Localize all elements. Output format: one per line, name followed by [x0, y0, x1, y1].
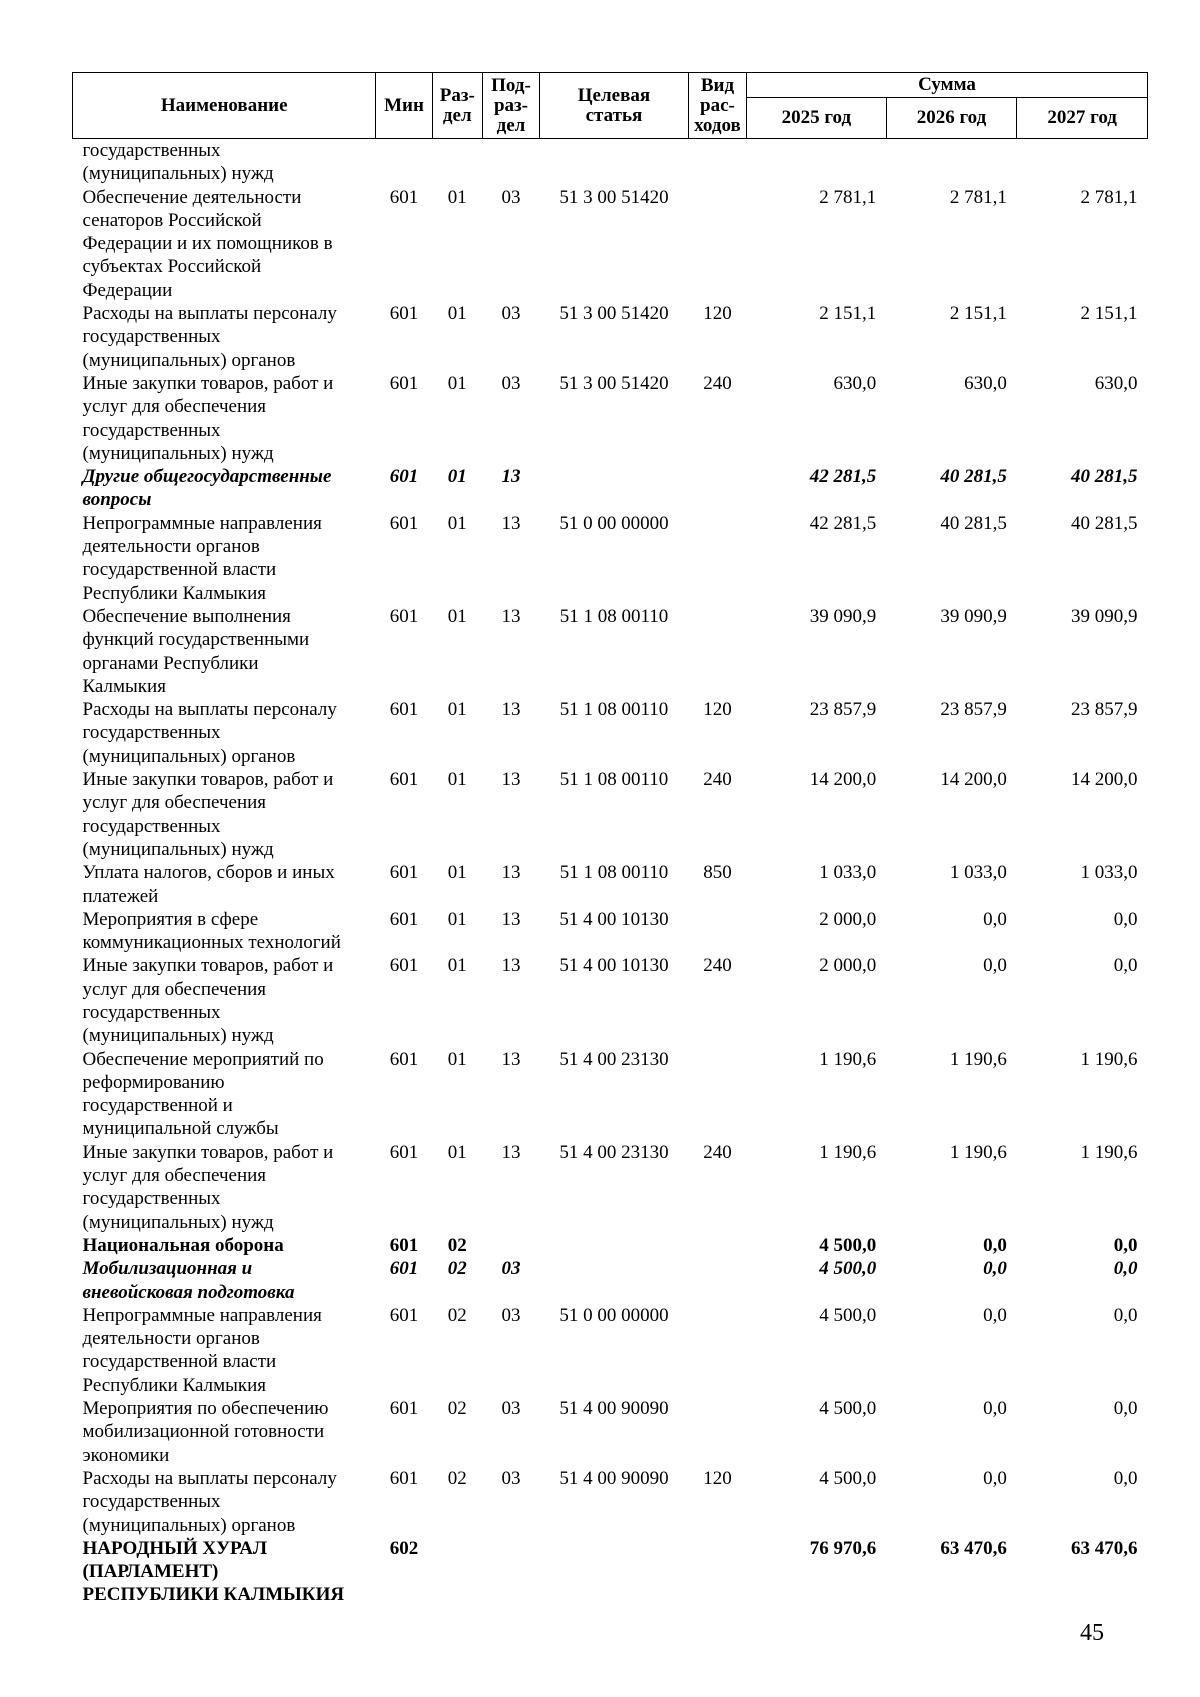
row-name: Уплата налогов, сборов и иных платежей [82, 862, 335, 907]
row-amount-2027: 0,0 [1113, 908, 1138, 930]
row-name: Иные закупки товаров, работ и услуг для обеспечения государственных (муниципальных) нужд [82, 955, 334, 1047]
header-min: Мин [376, 73, 432, 139]
row-name: Национальная оборона [82, 1234, 284, 1256]
row-amount-2027: 630,0 [1094, 372, 1138, 394]
row-amount-2026: 0,0 [983, 1258, 1007, 1280]
row-subsection: 03 [501, 303, 521, 325]
row-subsection [482, 139, 539, 186]
row-name: НАРОДНЫЙ ХУРАЛ (ПАРЛАМЕНТ) РЕСПУБЛИКИ КАЛМЫКИЯ [82, 1537, 345, 1606]
row-amount-2025: 4 500,0 [819, 1258, 877, 1280]
row-subsection [482, 1537, 539, 1607]
row-amount-2027: 0,0 [1113, 1398, 1138, 1420]
row-min: 601 [389, 1398, 419, 1420]
row-target [540, 139, 689, 186]
row-name: Расходы на выплаты персоналу государственных (муниципальных) органов [82, 1467, 337, 1536]
row-name: Иные закупки товаров, работ и услуг для обеспечения государственных (муниципальных) нужд [82, 1141, 334, 1233]
row-section: 02 [447, 1467, 467, 1489]
row-kind: 240 [703, 1141, 732, 1163]
row-name: Иные закупки товаров, работ и услуг для обеспечения государственных (муниципальных) нужд [82, 769, 334, 860]
row-amount-2027: 40 281,5 [1071, 466, 1138, 488]
row-target [540, 1234, 689, 1257]
row-amount-2025: 1 033,0 [819, 862, 877, 884]
row-amount-2026: 63 470,6 [940, 1537, 1007, 1559]
row-target: 51 0 00 00000 [559, 1304, 669, 1326]
row-name: Мобилизационная и вневойсковая подготовка [82, 1258, 295, 1303]
row-section: 01 [447, 372, 467, 394]
header-subsection: Под- раз- дел [482, 73, 539, 139]
header-2026: 2026 год [886, 98, 1017, 139]
row-subsection: 03 [501, 1304, 521, 1326]
row-name: Расходы на выплаты персоналу государственных (муниципальных) органов [82, 303, 337, 371]
row-section: 01 [447, 862, 467, 884]
row-subsection: 13 [501, 605, 521, 627]
row-kind [688, 1257, 746, 1304]
row-min: 601 [389, 955, 419, 977]
row-amount-2027: 1 033,0 [1080, 862, 1138, 884]
row-target [540, 1537, 689, 1607]
row-amount-2026 [886, 139, 1017, 186]
row-target: 51 1 08 00110 [559, 605, 669, 627]
row-amount-2027: 0,0 [1113, 1234, 1138, 1256]
row-amount-2025: 1 190,6 [819, 1141, 877, 1163]
row-kind [688, 908, 746, 955]
table-row [73, 698, 1148, 768]
row-amount-2025: 23 857,9 [809, 699, 877, 721]
row-subsection: 13 [501, 769, 521, 791]
row-subsection: 13 [501, 699, 521, 721]
row-amount-2026: 0,0 [983, 1304, 1007, 1326]
row-section: 01 [447, 699, 467, 721]
row-amount-2027: 14 200,0 [1071, 769, 1138, 791]
row-amount-2027: 40 281,5 [1071, 512, 1138, 534]
row-min: 601 [389, 1141, 419, 1163]
row-target [540, 1257, 689, 1304]
row-target: 51 1 08 00110 [559, 862, 669, 884]
row-amount-2025: 1 190,6 [819, 1048, 877, 1070]
row-amount-2026: 630,0 [964, 372, 1007, 394]
row-target: 51 4 00 23130 [559, 1141, 669, 1163]
row-amount-2026: 14 200,0 [940, 769, 1007, 791]
row-min: 601 [389, 699, 419, 721]
row-amount-2025: 76 970,6 [809, 1537, 877, 1559]
row-min [376, 139, 432, 186]
row-kind: 120 [703, 303, 732, 325]
row-amount-2026: 39 090,9 [940, 605, 1007, 627]
row-name: Расходы на выплаты персоналу государственных (муниципальных) органов [82, 699, 337, 767]
row-kind: 120 [703, 699, 732, 721]
row-amount-2026: 0,0 [983, 1234, 1007, 1256]
row-kind [688, 1048, 746, 1141]
row-amount-2026: 1 190,6 [949, 1048, 1007, 1070]
row-target: 51 3 00 51420 [559, 372, 669, 394]
table-row [73, 861, 1148, 908]
row-amount-2026: 0,0 [983, 1398, 1007, 1420]
row-section: 01 [447, 955, 467, 977]
row-name: Другие общегосударственные вопросы [82, 466, 332, 511]
row-amount-2025: 2 000,0 [819, 908, 877, 930]
row-section: 01 [447, 1141, 467, 1163]
row-min: 601 [389, 303, 419, 325]
row-amount-2027: 1 190,6 [1080, 1048, 1138, 1070]
table-row [73, 1141, 1148, 1234]
row-min: 602 [389, 1537, 419, 1559]
row-section: 02 [447, 1398, 467, 1420]
table-row [73, 372, 1148, 465]
row-amount-2027 [1017, 139, 1148, 186]
row-amount-2025: 630,0 [833, 372, 877, 394]
row-amount-2025: 4 500,0 [819, 1304, 877, 1326]
row-amount-2027: 39 090,9 [1071, 605, 1138, 627]
row-target: 51 3 00 51420 [559, 303, 669, 325]
row-amount-2025: 39 090,9 [809, 605, 877, 627]
row-kind: 240 [703, 769, 732, 791]
row-kind: 240 [703, 955, 732, 977]
row-name: Обеспечение мероприятий по реформированию государственной и муниципальной службы [82, 1048, 324, 1140]
row-kind [688, 605, 746, 698]
row-kind [688, 465, 746, 512]
row-section: 02 [447, 1304, 467, 1326]
row-target: 51 4 00 90090 [559, 1467, 669, 1489]
row-kind [688, 1397, 746, 1467]
table-row [73, 1537, 1148, 1607]
table-row [73, 512, 1148, 605]
header-name: Наименование [73, 73, 376, 139]
table-row [73, 954, 1148, 1047]
row-target: 51 3 00 51420 [559, 186, 669, 208]
row-subsection: 03 [501, 372, 521, 394]
table-row [73, 1234, 1148, 1257]
row-name: Обеспечение выполнения функций государственными органами Республики Калмыкия [82, 605, 310, 697]
row-target [540, 465, 689, 512]
row-amount-2027: 63 470,6 [1071, 1537, 1138, 1559]
row-min: 601 [389, 1304, 419, 1326]
row-subsection: 03 [501, 1467, 521, 1489]
row-section: 01 [447, 512, 467, 534]
row-subsection: 13 [501, 908, 521, 930]
row-kind: 850 [703, 862, 732, 884]
header-kind: Вид рас- ходов [688, 73, 746, 139]
row-amount-2025: 2 000,0 [819, 955, 877, 977]
row-min: 601 [389, 1467, 419, 1489]
row-target: 51 4 00 10130 [559, 908, 669, 930]
row-amount-2025: 2 781,1 [819, 186, 877, 208]
row-subsection: 13 [501, 862, 521, 884]
row-section: 02 [447, 1258, 467, 1280]
row-amount-2027: 0,0 [1113, 1467, 1138, 1489]
table-row [73, 768, 1148, 861]
table-row [73, 908, 1148, 955]
row-min: 601 [389, 908, 419, 930]
row-amount-2026: 23 857,9 [940, 699, 1007, 721]
row-amount-2026: 2 151,1 [949, 303, 1007, 325]
row-name: Обеспечение деятельности сенаторов Российской Федерации и их помощников в субъектах Российской Федерации [82, 186, 333, 301]
row-min: 601 [389, 512, 419, 534]
row-amount-2025: 42 281,5 [809, 512, 877, 534]
row-subsection [482, 1234, 539, 1257]
header-section: Раз- дел [432, 73, 482, 139]
row-amount-2026: 0,0 [983, 1467, 1007, 1489]
row-amount-2027: 0,0 [1113, 955, 1138, 977]
row-amount-2027: 0,0 [1113, 1258, 1138, 1280]
row-amount-2027: 1 190,6 [1080, 1141, 1138, 1163]
row-amount-2026: 1 190,6 [949, 1141, 1007, 1163]
row-kind [688, 139, 746, 186]
row-amount-2026: 0,0 [983, 955, 1007, 977]
table-row [73, 186, 1148, 302]
row-min: 601 [389, 769, 419, 791]
table-row [73, 1304, 1148, 1397]
row-section [432, 1537, 482, 1607]
table-row [73, 302, 1148, 372]
row-name: Мероприятия по обеспечению мобилизационной готовности экономики [82, 1398, 329, 1466]
row-kind [688, 1304, 746, 1397]
table-row [73, 465, 1148, 512]
row-amount-2025: 42 281,5 [809, 466, 877, 488]
row-kind [688, 186, 746, 302]
row-amount-2026: 40 281,5 [940, 466, 1007, 488]
header-target: Целевая статья [540, 73, 689, 139]
row-amount-2026: 1 033,0 [949, 862, 1007, 884]
row-section: 01 [447, 605, 467, 627]
row-amount-2025: 14 200,0 [809, 769, 877, 791]
row-name: государственных (муниципальных) нужд [82, 140, 274, 185]
row-amount-2026: 2 781,1 [949, 186, 1007, 208]
row-name: Иные закупки товаров, работ и услуг для обеспечения государственных (муниципальных) нужд [82, 372, 334, 464]
row-section: 01 [447, 303, 467, 325]
header-2027: 2027 год [1017, 98, 1148, 139]
row-target: 51 1 08 00110 [559, 699, 669, 721]
row-kind [688, 512, 746, 605]
row-amount-2027: 2 151,1 [1080, 303, 1138, 325]
table-row [73, 139, 1148, 186]
row-min: 601 [389, 372, 419, 394]
row-amount-2027: 2 781,1 [1080, 186, 1138, 208]
row-min: 601 [389, 862, 419, 884]
row-amount-2025: 4 500,0 [819, 1467, 877, 1489]
row-target: 51 1 08 00110 [559, 769, 669, 791]
row-amount-2025: 4 500,0 [819, 1234, 877, 1256]
row-amount-2026: 40 281,5 [940, 512, 1007, 534]
row-target: 51 0 00 00000 [559, 512, 669, 534]
row-name: Непрограммные направления деятельности органов государственной власти Республики Калмыкия [82, 1304, 322, 1396]
table-row [73, 1467, 1148, 1537]
row-kind: 240 [703, 372, 732, 394]
table-row [73, 1048, 1148, 1141]
row-subsection: 13 [501, 466, 521, 488]
row-kind [688, 1537, 746, 1607]
row-name: Непрограммные направления деятельности органов государственной власти Республики Калмыкия [82, 512, 322, 604]
row-section: 01 [447, 769, 467, 791]
table-body [73, 139, 1148, 1607]
budget-table-page [72, 72, 1148, 1607]
row-kind [688, 1234, 746, 1257]
row-name: Мероприятия в сфере коммуникационных технологий [82, 908, 341, 954]
row-subsection: 03 [501, 186, 521, 208]
row-min: 601 [389, 605, 419, 627]
page-number: 45 [1080, 1620, 1104, 1646]
row-target: 51 4 00 23130 [559, 1048, 669, 1070]
header-sum: Сумма [747, 73, 1148, 98]
row-subsection: 13 [501, 955, 521, 977]
row-min: 601 [389, 1258, 419, 1280]
row-amount-2027: 0,0 [1113, 1304, 1138, 1326]
row-amount-2025: 4 500,0 [819, 1398, 877, 1420]
row-amount-2025: 2 151,1 [819, 303, 877, 325]
row-subsection: 13 [501, 1048, 521, 1070]
table-row [73, 1397, 1148, 1467]
row-min: 601 [389, 466, 419, 488]
budget-table [72, 72, 1148, 1607]
table-row [73, 605, 1148, 698]
row-subsection: 03 [501, 1258, 521, 1280]
row-amount-2027: 23 857,9 [1071, 699, 1138, 721]
row-section: 01 [447, 466, 467, 488]
row-min: 601 [389, 1234, 419, 1256]
header-2025: 2025 год [747, 98, 887, 139]
row-section: 02 [447, 1234, 467, 1256]
table-header [73, 73, 1148, 139]
row-target: 51 4 00 90090 [559, 1398, 669, 1420]
row-amount-2026: 0,0 [983, 908, 1007, 930]
row-section [432, 139, 482, 186]
row-subsection: 03 [501, 1398, 521, 1420]
row-section: 01 [447, 1048, 467, 1070]
row-amount-2025 [747, 139, 887, 186]
row-min: 601 [389, 186, 419, 208]
row-min: 601 [389, 1048, 419, 1070]
row-subsection: 13 [501, 1141, 521, 1163]
row-section: 01 [447, 186, 467, 208]
table-row [73, 1257, 1148, 1304]
row-target: 51 4 00 10130 [559, 955, 669, 977]
row-section: 01 [447, 908, 467, 930]
row-subsection: 13 [501, 512, 521, 534]
row-kind: 120 [703, 1467, 732, 1489]
